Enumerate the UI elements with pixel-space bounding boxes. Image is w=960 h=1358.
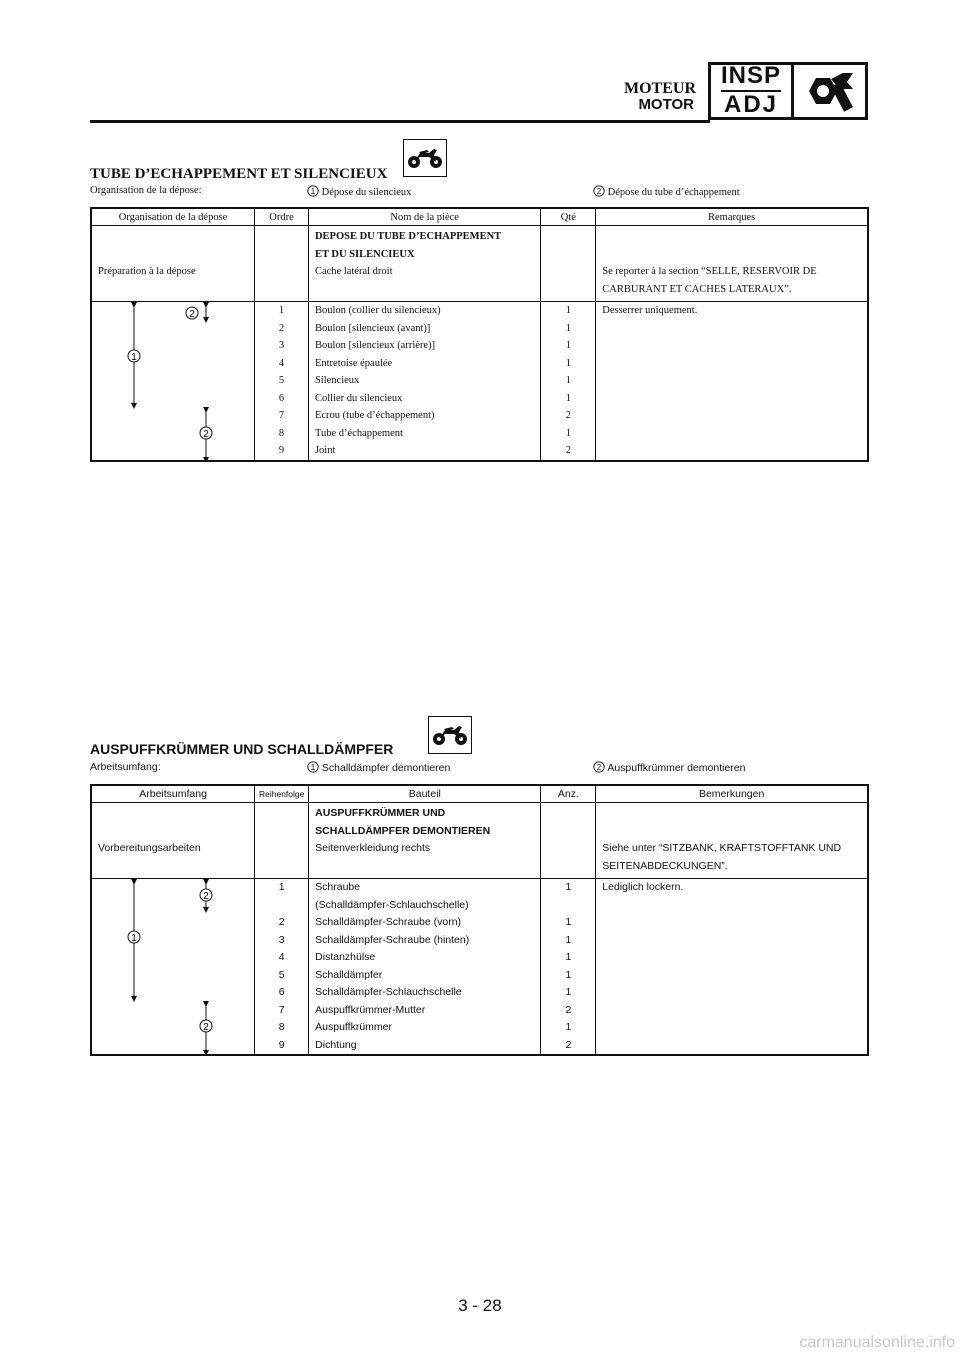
part-cell: Dichtung [309, 1037, 541, 1056]
step-two-marker-icon [593, 761, 605, 773]
badge-insp-text: INSP [721, 64, 781, 92]
remark-cell [596, 425, 868, 443]
qty-cell: 1 [541, 879, 596, 915]
prep-remark: SEITENABDECKUNGEN”. [602, 859, 728, 872]
remark-cell [596, 984, 868, 1002]
qty-cell: 1 [541, 425, 596, 443]
header-rule [90, 120, 710, 123]
group-heading: SCHALLDÄMPFER DEMONTIEREN [315, 824, 491, 837]
col-header: Ordre [255, 208, 309, 226]
motorcycle-icon [428, 716, 472, 754]
section-title-fr: TUBE D’ECHAPPEMENT ET SILENCIEUX [90, 166, 388, 182]
remark-cell [596, 914, 868, 932]
step-one-marker-icon [307, 185, 319, 197]
part-cell: Auspuffkrümmer [309, 1019, 541, 1037]
watermark: carmanualsonline.info [799, 1334, 955, 1351]
remark-cell [596, 1037, 868, 1056]
part-cell: Schalldämpfer [309, 967, 541, 985]
remark-cell [596, 1002, 868, 1020]
step1-de-text: Schalldämpfer demontieren [321, 762, 451, 774]
order-cell: 6 [255, 390, 309, 408]
qty-cell: 2 [541, 1002, 596, 1020]
badge-adj-text: ADJ [723, 91, 778, 118]
step1-fr-text: Dépose du silencieux [321, 187, 412, 198]
group-heading: DEPOSE DU TUBE D’ECHAPPEMENT [314, 231, 502, 242]
remark-cell [596, 442, 868, 461]
col-header: Arbeitsumfang [91, 785, 255, 803]
step1-de [307, 761, 450, 774]
table-header-row [91, 208, 868, 226]
remark-cell [596, 967, 868, 985]
table-row [91, 226, 868, 264]
part-cell: Joint [308, 442, 540, 461]
order-cell: 5 [255, 372, 309, 390]
qty-cell: 1 [541, 949, 596, 967]
order-cell: 2 [255, 320, 309, 338]
svg-text:1: 1 [310, 763, 316, 772]
prep-remark: Siehe unter “SITZBANK, KRAFTSTOFFTANK UND [602, 842, 842, 854]
table-row [91, 803, 868, 841]
marker-one: 1 [131, 352, 137, 363]
part-cell-line2: (Schalldämpfer-Schlauchschelle) [315, 898, 469, 911]
qty-cell: 1 [541, 967, 596, 985]
header-title-de: MOTOR [638, 96, 694, 113]
qty-cell: 1 [541, 302, 596, 320]
prep-label: Préparation à la dépose [91, 263, 255, 302]
remark-cell [596, 1019, 868, 1037]
disassembly-table-fr [90, 207, 869, 462]
marker-one: 1 [131, 933, 137, 944]
order-cell: 1 [255, 302, 309, 320]
page-number: 3 - 28 [458, 1296, 502, 1315]
order-arrows [92, 879, 256, 1055]
motorcycle-icon [403, 139, 447, 177]
order-cell: 3 [255, 337, 309, 355]
insp-adj-badge [708, 62, 868, 120]
prep-part: Seitenverkleidung rechts [309, 840, 541, 879]
table-row [91, 302, 868, 320]
marker-two: 2 [189, 309, 195, 320]
remark-cell [596, 337, 868, 355]
svg-text:2: 2 [596, 763, 602, 772]
order-cell: 2 [255, 914, 309, 932]
qty-cell: 1 [541, 320, 596, 338]
svg-text:1: 1 [310, 187, 316, 196]
qty-cell: 2 [541, 1037, 596, 1056]
part-cell: Schraube [315, 881, 361, 893]
qty-cell: 1 [541, 914, 596, 932]
qty-cell: 1 [541, 390, 596, 408]
prep-part: Cache latéral droit [308, 263, 540, 302]
order-arrows-cell [91, 879, 255, 1056]
part-cell: Tube d’échappement [308, 425, 540, 443]
section-title-de: AUSPUFFKRÜMMER UND SCHALLDÄMPFER [90, 741, 394, 757]
qty-cell: 2 [541, 442, 596, 461]
col-header: Remarques [596, 208, 868, 226]
qty-cell: 1 [541, 355, 596, 373]
part-cell: Boulon [silencieux (arrière)] [308, 337, 540, 355]
table-row [91, 879, 868, 915]
part-cell: Schalldämpfer-Schlauchschelle [309, 984, 541, 1002]
part-cell: Schalldämpfer-Schraube (hinten) [309, 932, 541, 950]
table-header-row [91, 785, 868, 803]
part-cell: Collier du silencieux [308, 390, 540, 408]
marker-two: 2 [203, 891, 209, 902]
col-header: Organisation de la dépose [91, 208, 255, 226]
remark-cell: Lediglich lockern. [596, 879, 868, 915]
order-cell: 8 [255, 1019, 309, 1037]
part-cell: Boulon [silencieux (avant)] [308, 320, 540, 338]
prep-label: Vorbereitungsarbeiten [91, 840, 255, 879]
remark-cell [596, 372, 868, 390]
remark-cell: Desserrer uniquement. [596, 302, 868, 320]
step-one-marker-icon [307, 761, 319, 773]
disassembly-table-de [90, 784, 869, 1056]
order-cell: 9 [255, 1037, 309, 1056]
order-cell: 1 [255, 879, 309, 915]
marker-two: 2 [203, 1022, 209, 1033]
svg-text:2: 2 [596, 187, 602, 196]
step2-fr [593, 185, 740, 198]
remark-cell [596, 320, 868, 338]
step1-fr [307, 185, 411, 198]
table-row [91, 263, 868, 302]
remark-cell [596, 949, 868, 967]
col-header: Qté [541, 208, 596, 226]
col-header: Anz. [541, 785, 596, 803]
part-cell: Distanzhülse [309, 949, 541, 967]
header-title-fr: MOTEUR [624, 80, 696, 97]
part-cell: Auspuffkrümmer-Mutter [309, 1002, 541, 1020]
qty-cell: 1 [541, 984, 596, 1002]
marker-two: 2 [203, 429, 209, 440]
group-heading: AUSPUFFKRÜMMER UND [315, 807, 446, 819]
group-heading: ET DU SILENCIEUX [314, 248, 415, 260]
remark-cell [596, 355, 868, 373]
part-cell: Boulon (collier du silencieux) [308, 302, 540, 320]
prep-remark: CARBURANT ET CACHES LATERAUX”. [602, 283, 792, 295]
order-cell: 4 [255, 949, 309, 967]
col-header: Nom de la pièce [308, 208, 540, 226]
col-header: Bemerkungen [596, 785, 868, 803]
wrench-nut-icon [794, 65, 865, 117]
order-cell: 3 [255, 932, 309, 950]
col-header: Reihenfolge [255, 785, 309, 803]
table-row [91, 840, 868, 879]
part-cell: Entretoise épaulée [308, 355, 540, 373]
order-cell: 6 [255, 984, 309, 1002]
order-arrows [92, 302, 256, 461]
qty-cell: 1 [541, 1019, 596, 1037]
order-cell: 9 [255, 442, 309, 461]
qty-cell: 1 [541, 337, 596, 355]
scope-label-de: Arbeitsumfang: [90, 761, 161, 773]
qty-cell: 1 [541, 372, 596, 390]
remark-cell [596, 407, 868, 425]
remark-cell [596, 390, 868, 408]
part-cell: Schalldämpfer-Schraube (vorn) [309, 914, 541, 932]
order-cell: 5 [255, 967, 309, 985]
order-cell: 8 [255, 425, 309, 443]
part-cell: Silencieux [308, 372, 540, 390]
order-arrows-cell [91, 302, 255, 461]
remark-cell [596, 932, 868, 950]
scope-label-fr: Organisation de la dépose: [90, 185, 202, 196]
step2-de [593, 761, 745, 774]
step2-fr-text: Dépose du tube d’échappement [607, 187, 740, 198]
qty-cell: 2 [541, 407, 596, 425]
order-cell: 4 [255, 355, 309, 373]
prep-remark: Se reporter à la section “SELLE, RESERVOIR DE [602, 266, 817, 277]
order-cell: 7 [255, 1002, 309, 1020]
step-two-marker-icon [593, 185, 605, 197]
qty-cell: 1 [541, 932, 596, 950]
col-header: Bauteil [309, 785, 541, 803]
order-cell: 7 [255, 407, 309, 425]
step2-de-text: Auspuffkrümmer demontieren [607, 762, 746, 774]
part-cell: Ecrou (tube d’échappement) [308, 407, 540, 425]
